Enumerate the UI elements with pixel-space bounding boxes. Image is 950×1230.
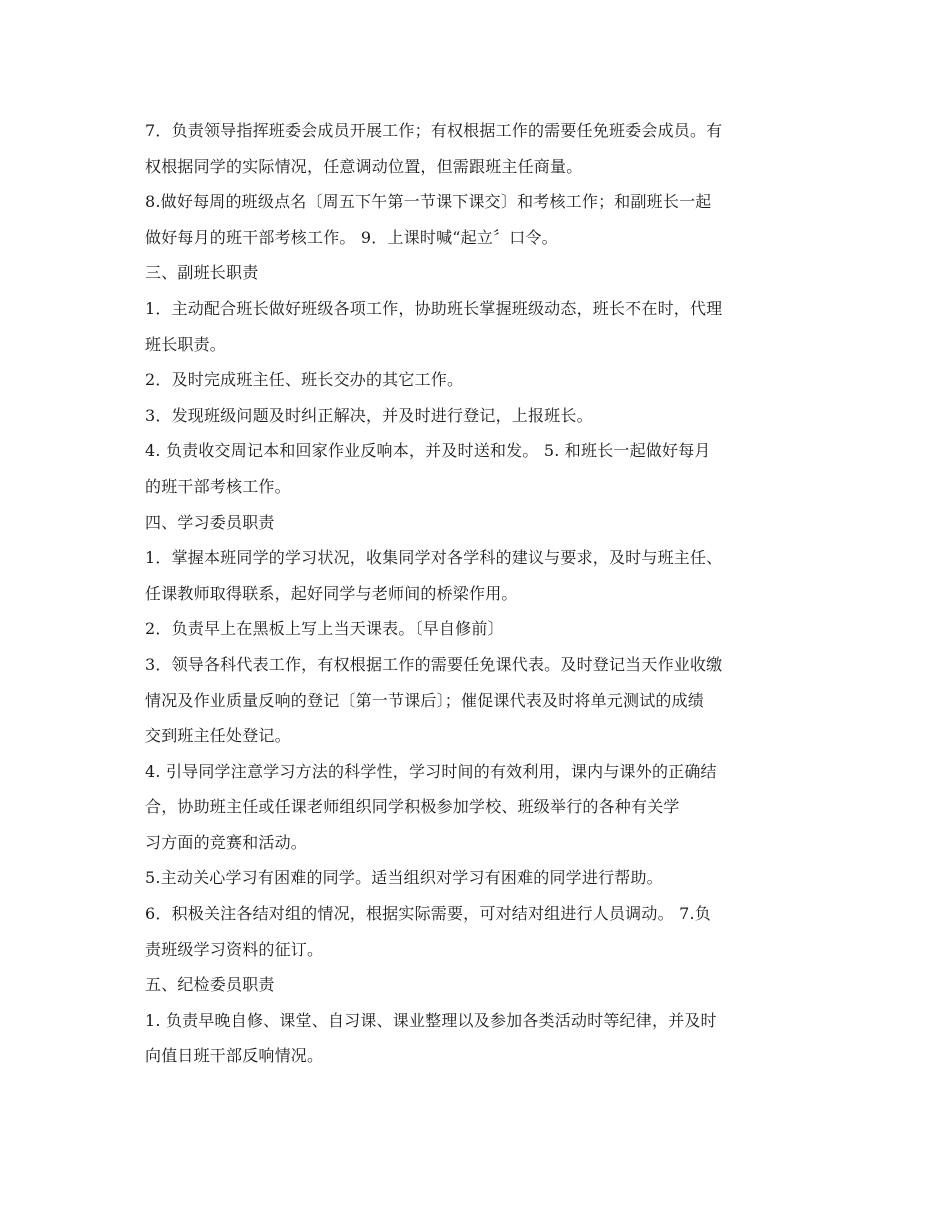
text-line: 1．主动配合班长做好班级各项工作，协助班长掌握班级动态，班长不在时，代理 xyxy=(145,298,723,318)
text-line: 4. 负责收交周记本和回家作业反响本，并及时送和发。 5. 和班长一起做好每月 xyxy=(145,441,711,461)
text-line: 5.主动关心学习有困难的同学。适当组织对学习有困难的同学进行帮助。 xyxy=(145,868,663,888)
text-line: 1. 负责早晚自修、课堂、自习课、课业整理以及参加各类活动时等纪律，并及时 xyxy=(145,1010,717,1030)
text-line: 合，协助班主任或任课老师组织同学积极参加学校、班级举行的各种有关学 xyxy=(145,797,680,817)
text-line: 7．负责领导指挥班委会成员开展工作；有权根据工作的需要任免班委会成员。有 xyxy=(145,121,723,140)
text-line: 做好每月的班干部考核工作。 9．上课时喊“起立〞口令。 xyxy=(145,227,558,247)
text-line: 4. 引导同学注意学习方法的科学性，学习时间的有效利用，课内与课外的正确结 xyxy=(145,761,717,781)
section-heading-study-committee: 四、学习委员职责 xyxy=(145,512,275,532)
text-line: 3．发现班级问题及时纠正解决，并及时进行登记，上报班长。 xyxy=(145,405,593,425)
text-line: 6．积极关注各结对组的情况，根据实际需要，可对结对组进行人员调动。 7.负 xyxy=(145,904,711,924)
section-heading-vice-monitor: 三、副班长职责 xyxy=(145,263,259,283)
text-line: 3．领导各科代表工作，有权根据工作的需要任免课代表。及时登记当天作业收缴 xyxy=(145,654,723,674)
text-line: 8.做好每周的班级点名〔周五下午第一节课下课交〕和考核工作；和副班长一起 xyxy=(145,192,712,212)
text-line: 任课教师取得联系，起好同学与老师间的桥梁作用。 xyxy=(145,583,518,603)
document-body xyxy=(145,113,810,1074)
text-line: 2．及时完成班主任、班长交办的其它工作。 xyxy=(145,370,464,390)
text-line: 权根据同学的实际情况，任意调动位置，但需跟班主任商量。 xyxy=(145,156,583,176)
text-line: 责班级学习资料的征订。 xyxy=(145,939,324,959)
text-line: 2．负责早上在黑板上写上当天课表。〔早自修前〕 xyxy=(145,619,504,639)
text-line: 交到班主任处登记。 xyxy=(145,726,291,746)
text-line: 向值日班干部反响情况。 xyxy=(145,1046,324,1066)
text-line: 1．掌握本班同学的学习状况，收集同学对各学科的建议与要求，及时与班主任、 xyxy=(145,548,723,568)
text-line: 习方面的竞赛和活动。 xyxy=(145,832,308,852)
section-heading-discipline-committee: 五、纪检委员职责 xyxy=(145,975,275,995)
text-line: 情况及作业质量反响的登记〔第一节课后〕；催促课代表及时将单元测试的成绩 xyxy=(145,690,705,710)
text-line: 班长职责。 xyxy=(145,334,227,354)
text-line: 的班干部考核工作。 xyxy=(145,476,291,496)
